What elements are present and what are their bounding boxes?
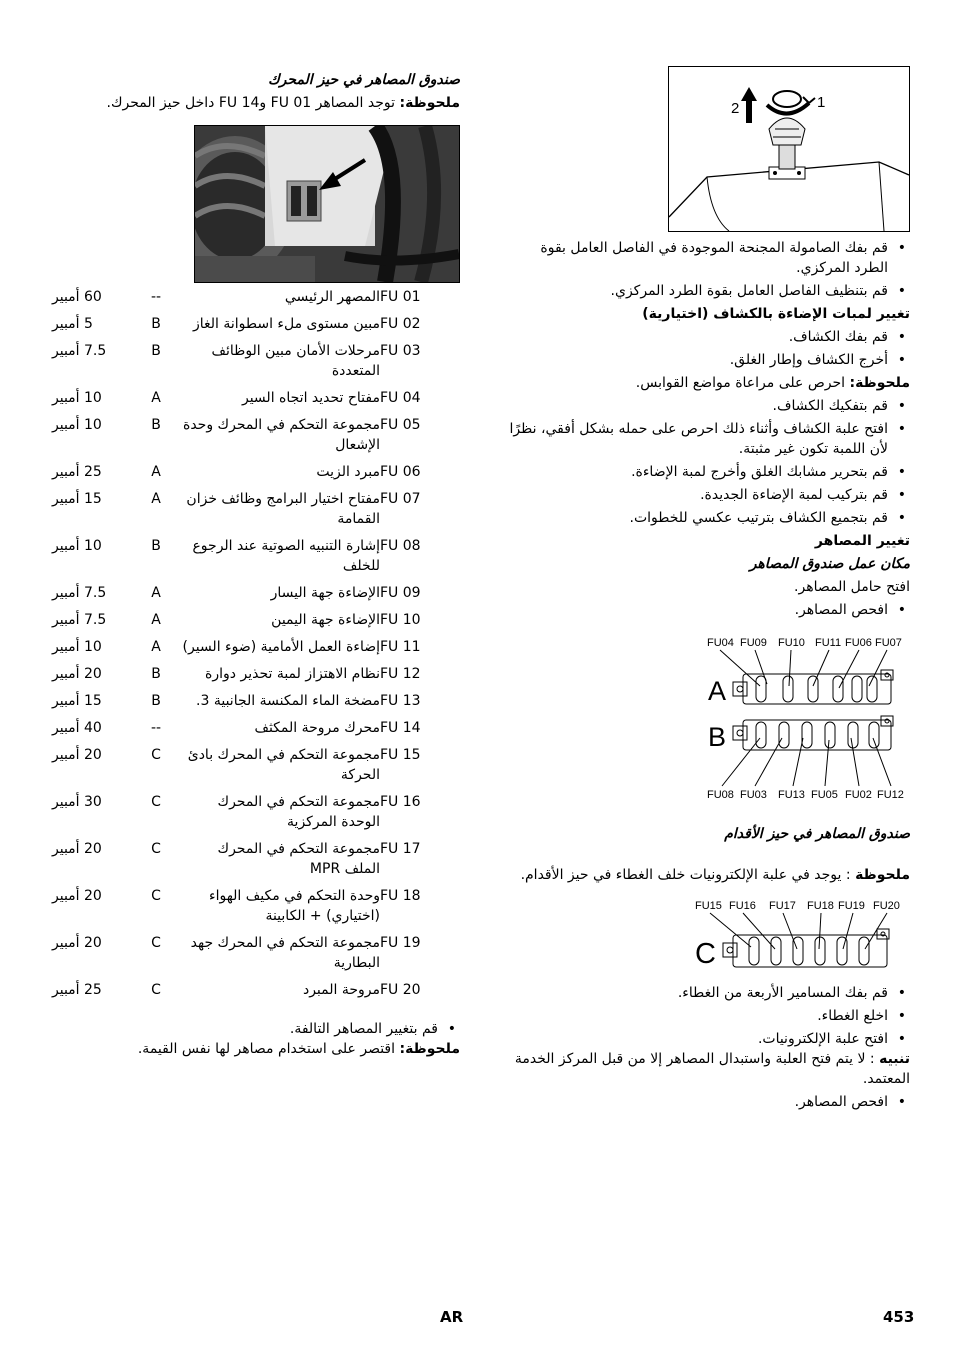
fuse-rating: 10 أمبير xyxy=(52,417,102,433)
fuse-group: B xyxy=(151,538,161,554)
table-row xyxy=(52,536,460,583)
label-fu12: FU12 xyxy=(877,789,904,801)
table-row xyxy=(52,980,460,1007)
note-text: : يوجد في علبة الإلكترونيات خلف الغطاء في حيز الأقدام. xyxy=(520,867,856,883)
table-row xyxy=(52,839,460,886)
fuse-rating: 20 أمبير xyxy=(52,747,102,763)
label-fu11: FU11 xyxy=(815,637,842,649)
fuse-group: A xyxy=(151,491,161,507)
after-steps xyxy=(52,1019,460,1039)
fuse-number: FU 05 xyxy=(380,417,421,433)
fuse-rating: 20 أمبير xyxy=(52,935,102,951)
label-fu16: FU16 xyxy=(729,900,756,912)
label-fu13: FU13 xyxy=(778,789,805,801)
fuse-description: إضاءة العمل الأمامية (ضوء السير) xyxy=(182,639,380,655)
fuse-rating: 20 أمبير xyxy=(52,888,102,904)
table-row xyxy=(52,314,460,341)
lamp-steps-1 xyxy=(505,327,910,370)
fuse-number: FU 03 xyxy=(380,343,421,359)
engine-photo-illustration xyxy=(195,126,459,282)
fuse-group: A xyxy=(151,464,161,480)
label-fu09: FU09 xyxy=(740,637,767,649)
table-row xyxy=(52,489,460,536)
table-row xyxy=(52,415,460,462)
fuse-diagram-ab-svg xyxy=(505,634,910,810)
fuse-description: محرك مروحة المكثف xyxy=(254,720,380,736)
warning-label: تنبيه xyxy=(879,1051,910,1067)
after-note xyxy=(52,1039,460,1059)
fuse-diagram-ab xyxy=(505,634,910,810)
list-item: • قم بتركيب لمبة الإضاءة الجديدة. xyxy=(505,485,910,505)
list-item: • قم بتغيير المصاهر التالفة. xyxy=(52,1019,460,1039)
fuse-number: FU 20 xyxy=(380,982,421,998)
left-column xyxy=(52,70,460,1062)
table-row xyxy=(52,745,460,792)
list-item: • اخلع الغطاء. xyxy=(505,1006,910,1026)
list-item: • أخرج الكشاف وإطار الغلق. xyxy=(505,350,910,370)
final-steps xyxy=(505,1092,910,1112)
check-steps xyxy=(505,600,910,620)
lamp-note xyxy=(505,373,910,393)
note-label: ملحوظة: xyxy=(399,95,460,111)
fuse-number: FU 18 xyxy=(380,888,421,904)
fuse-rating: 5 أمبير xyxy=(52,316,93,332)
fuse-group: C xyxy=(151,888,161,904)
fuse-diagram-c xyxy=(505,897,910,979)
label-fu07: FU07 xyxy=(875,637,902,649)
table-row xyxy=(52,462,460,489)
row-a-label: A xyxy=(708,676,727,706)
label-fu08: FU08 xyxy=(707,789,734,801)
cap-illustration xyxy=(669,67,909,231)
list-item: • قم بفك الصامولة المجنحة الموجودة في الفاصل العامل بقوة الطرد المركزي. xyxy=(505,238,910,278)
fuse-number: FU 08 xyxy=(380,538,421,554)
engine-heading: صندوق المصاهر في حيز المحرك xyxy=(268,72,460,88)
fuse-number: FU 17 xyxy=(380,841,421,857)
fuse-number: FU 12 xyxy=(380,666,421,682)
fuse-group: B xyxy=(151,343,161,359)
fuse-rating: 30 أمبير xyxy=(52,794,102,810)
note-label: ملحوظة: xyxy=(849,375,910,391)
fuse-description: مروحة المبرد xyxy=(302,982,380,998)
fuse-description: مجموعة التحكم في المحرك وحدة الإشعال xyxy=(183,417,380,453)
fuse-rating: 15 أمبير xyxy=(52,693,102,709)
fuse-group: -- xyxy=(150,289,162,305)
fuse-rating: 20 أمبير xyxy=(52,841,102,857)
list-item: • افتح علبة الكشاف وأثناء ذلك احرص على حمله بشكل أفقي، نظرًا لأن اللمبة تكون غير مثبتة. xyxy=(505,419,910,459)
fuse-description: الإضاءة جهة اليسار xyxy=(270,585,380,601)
table-row xyxy=(52,388,460,415)
fuse-number: FU 06 xyxy=(380,464,421,480)
lamp-heading: تغيير لمبات الإضاءة بالكشاف (اختيارية) xyxy=(642,306,910,322)
fuse-description: المصهر الرئيسي xyxy=(284,289,380,305)
fuse-number: FU 02 xyxy=(380,316,421,332)
warning-note xyxy=(505,1049,910,1089)
fuse-number: FU 04 xyxy=(380,390,421,406)
fuse-description: مضخة الماء المكنسة الجانبية 3. xyxy=(196,693,380,709)
list-item: • افتح علبة الإلكترونيات. xyxy=(505,1029,910,1049)
lamp-steps-2 xyxy=(505,396,910,528)
fuse-description: مجموعة التحكم في المحرك جهد البطارية xyxy=(190,935,380,971)
cabin-note xyxy=(505,865,910,885)
note-text: اقتصر على استخدام مصاهر لها نفس القيمة. xyxy=(137,1041,400,1057)
engine-photo xyxy=(194,125,460,283)
table-row xyxy=(52,718,460,745)
fuse-description: مجموعة التحكم في المحرك الملف MPR xyxy=(217,841,380,877)
fuse-number: FU 19 xyxy=(380,935,421,951)
fuse-rating: 7.5 أمبير xyxy=(52,612,107,628)
fuse-description: مبرد الزيت xyxy=(316,464,380,480)
note-text: توجد المصاهر FU 01 وFU 14 داخل حيز المحرك. xyxy=(106,95,400,111)
list-item: • افحص المصاهر. xyxy=(505,1092,910,1112)
fuse-description: إشارة التنبيه الصوتية عند الرجوع للخلف xyxy=(192,538,380,574)
fuse-description: مبين مستوى ملء اسطوانة الغاز xyxy=(192,316,380,332)
fuse-group: A xyxy=(151,612,161,628)
note-label: ملحوظة xyxy=(855,867,910,883)
fuse-rating: 25 أمبير xyxy=(52,464,102,480)
table-row xyxy=(52,341,460,388)
fuse-number: FU 07 xyxy=(380,491,421,507)
fuse-description: نظام الاهتزاز لمبة تحذير دوارة xyxy=(205,666,380,682)
note-text: احرص على مراعاة مواضع القوابس. xyxy=(635,375,850,391)
fuse-rating: 10 أمبير xyxy=(52,538,102,554)
label-fu03: FU03 xyxy=(740,789,767,801)
fuse-group: C xyxy=(151,982,161,998)
label-fu02: FU02 xyxy=(845,789,872,801)
fuse-group: C xyxy=(151,935,161,951)
fuse-group: B xyxy=(151,417,161,433)
label-fu17: FU17 xyxy=(769,900,796,912)
table-row xyxy=(52,610,460,637)
label-2: 2 xyxy=(731,100,740,117)
fuse-number: FU 01 xyxy=(380,289,421,305)
open-holder-text: افتح حامل المصاهر. xyxy=(794,579,910,595)
fuse-rating: 40 أمبير xyxy=(52,720,102,736)
list-item: • افحص المصاهر. xyxy=(505,600,910,620)
fuse-group: -- xyxy=(150,720,162,736)
fuse-group: B xyxy=(151,666,161,682)
fuse-number: FU 10 xyxy=(380,612,421,628)
label-fu06: FU06 xyxy=(845,637,872,649)
fuse-number: FU 15 xyxy=(380,747,421,763)
fuse-rating: 7.5 أمبير xyxy=(52,343,107,359)
fuse-rating: 20 أمبير xyxy=(52,666,102,682)
label-fu20: FU20 xyxy=(873,900,900,912)
fuse-rating: 10 أمبير xyxy=(52,639,102,655)
cover-steps xyxy=(505,983,910,1049)
fuse-rating: 15 أمبير xyxy=(52,491,102,507)
fuse-rating: 60 أمبير xyxy=(52,289,102,305)
fuse-rating: 25 أمبير xyxy=(52,982,102,998)
fuse-rating: 10 أمبير xyxy=(52,390,102,406)
fuse-description: مجموعة التحكم في المحرك الوحدة المركزية xyxy=(217,794,380,830)
fuse-group: A xyxy=(151,639,161,655)
label-fu05: FU05 xyxy=(811,789,838,801)
table-row xyxy=(52,664,460,691)
cap-steps xyxy=(505,238,910,301)
fuse-number: FU 11 xyxy=(380,639,421,655)
footer-page-number: 453 xyxy=(883,1308,915,1326)
fuse-table-body xyxy=(52,287,460,1007)
list-item: • قم بفك الكشاف. xyxy=(505,327,910,347)
label-fu04: FU04 xyxy=(707,637,734,649)
engine-note xyxy=(52,93,460,113)
fuse-number: FU 09 xyxy=(380,585,421,601)
fuse-rating: 7.5 أمبير xyxy=(52,585,107,601)
fuse-description: مفتاح اختيار البرامج وظائف خزان القمامة xyxy=(186,491,380,527)
fuse-group: C xyxy=(151,841,161,857)
list-item: • قم بفك المسامير الأربعة من الغطاء. xyxy=(505,983,910,1003)
fuse-description: مفتاح تحديد اتجاه السير xyxy=(241,390,380,406)
label-1: 1 xyxy=(817,94,826,111)
fuse-diagram-c-svg xyxy=(505,897,910,979)
list-item: • قم بتنظيف الفاصل العامل بقوة الطرد المركزي. xyxy=(505,281,910,301)
right-column xyxy=(505,66,910,1115)
fuse-number: FU 14 xyxy=(380,720,421,736)
table-row xyxy=(52,691,460,718)
fuse-description: مجموعة التحكم في المحرك بادئ الحركة xyxy=(187,747,380,783)
cap-figure xyxy=(668,66,910,232)
list-item: • قم بتحرير مشابك الغلق وأخرج لمبة الإضاءة. xyxy=(505,462,910,482)
fuse-group: B xyxy=(151,693,161,709)
label-fu19: FU19 xyxy=(838,900,865,912)
fuse-group: B xyxy=(151,316,161,332)
row-b-label: B xyxy=(708,722,727,752)
fuse-description: الإضاءة جهة اليمين xyxy=(271,612,380,628)
fuse-box-location-heading: مكان عمل صندوق المصاهر xyxy=(749,556,910,572)
table-row xyxy=(52,886,460,933)
note-label: ملحوظة: xyxy=(399,1041,460,1057)
row-c-label: C xyxy=(695,938,716,970)
list-item: • قم بتجميع الكشاف بترتيب عكسي للخطوات. xyxy=(505,508,910,528)
label-fu15: FU15 xyxy=(695,900,722,912)
label-fu10: FU10 xyxy=(778,637,805,649)
fuse-group: C xyxy=(151,747,161,763)
list-item: • قم بتفكيك الكشاف. xyxy=(505,396,910,416)
table-row xyxy=(52,287,460,314)
fuse-number: FU 16 xyxy=(380,794,421,810)
warning-text: : لا يتم فتح العلبة واستبدال المصاهر إلا من قبل المركز الخدمة المعتمد. xyxy=(514,1051,910,1087)
table-row xyxy=(52,637,460,664)
table-row xyxy=(52,583,460,610)
table-row xyxy=(52,933,460,980)
fuse-change-heading: تغيير المصاهر xyxy=(814,533,910,549)
table-row xyxy=(52,792,460,839)
fuse-group: C xyxy=(151,794,161,810)
fuse-group: A xyxy=(151,585,161,601)
fuse-number: FU 13 xyxy=(380,693,421,709)
cabin-heading: صندوق المصاهر في حيز الأقدام xyxy=(724,826,910,842)
footer-lang: AR xyxy=(440,1308,464,1326)
label-fu18: FU18 xyxy=(807,900,834,912)
fuse-group: A xyxy=(151,390,161,406)
fuse-description: وحدة التحكم في مكيف الهواء (اختياري) + الكابينة xyxy=(209,888,380,924)
fuse-table xyxy=(52,287,460,1007)
fuse-description: مرحلات الأمان مبين الوظائف المتعددة xyxy=(211,343,380,379)
